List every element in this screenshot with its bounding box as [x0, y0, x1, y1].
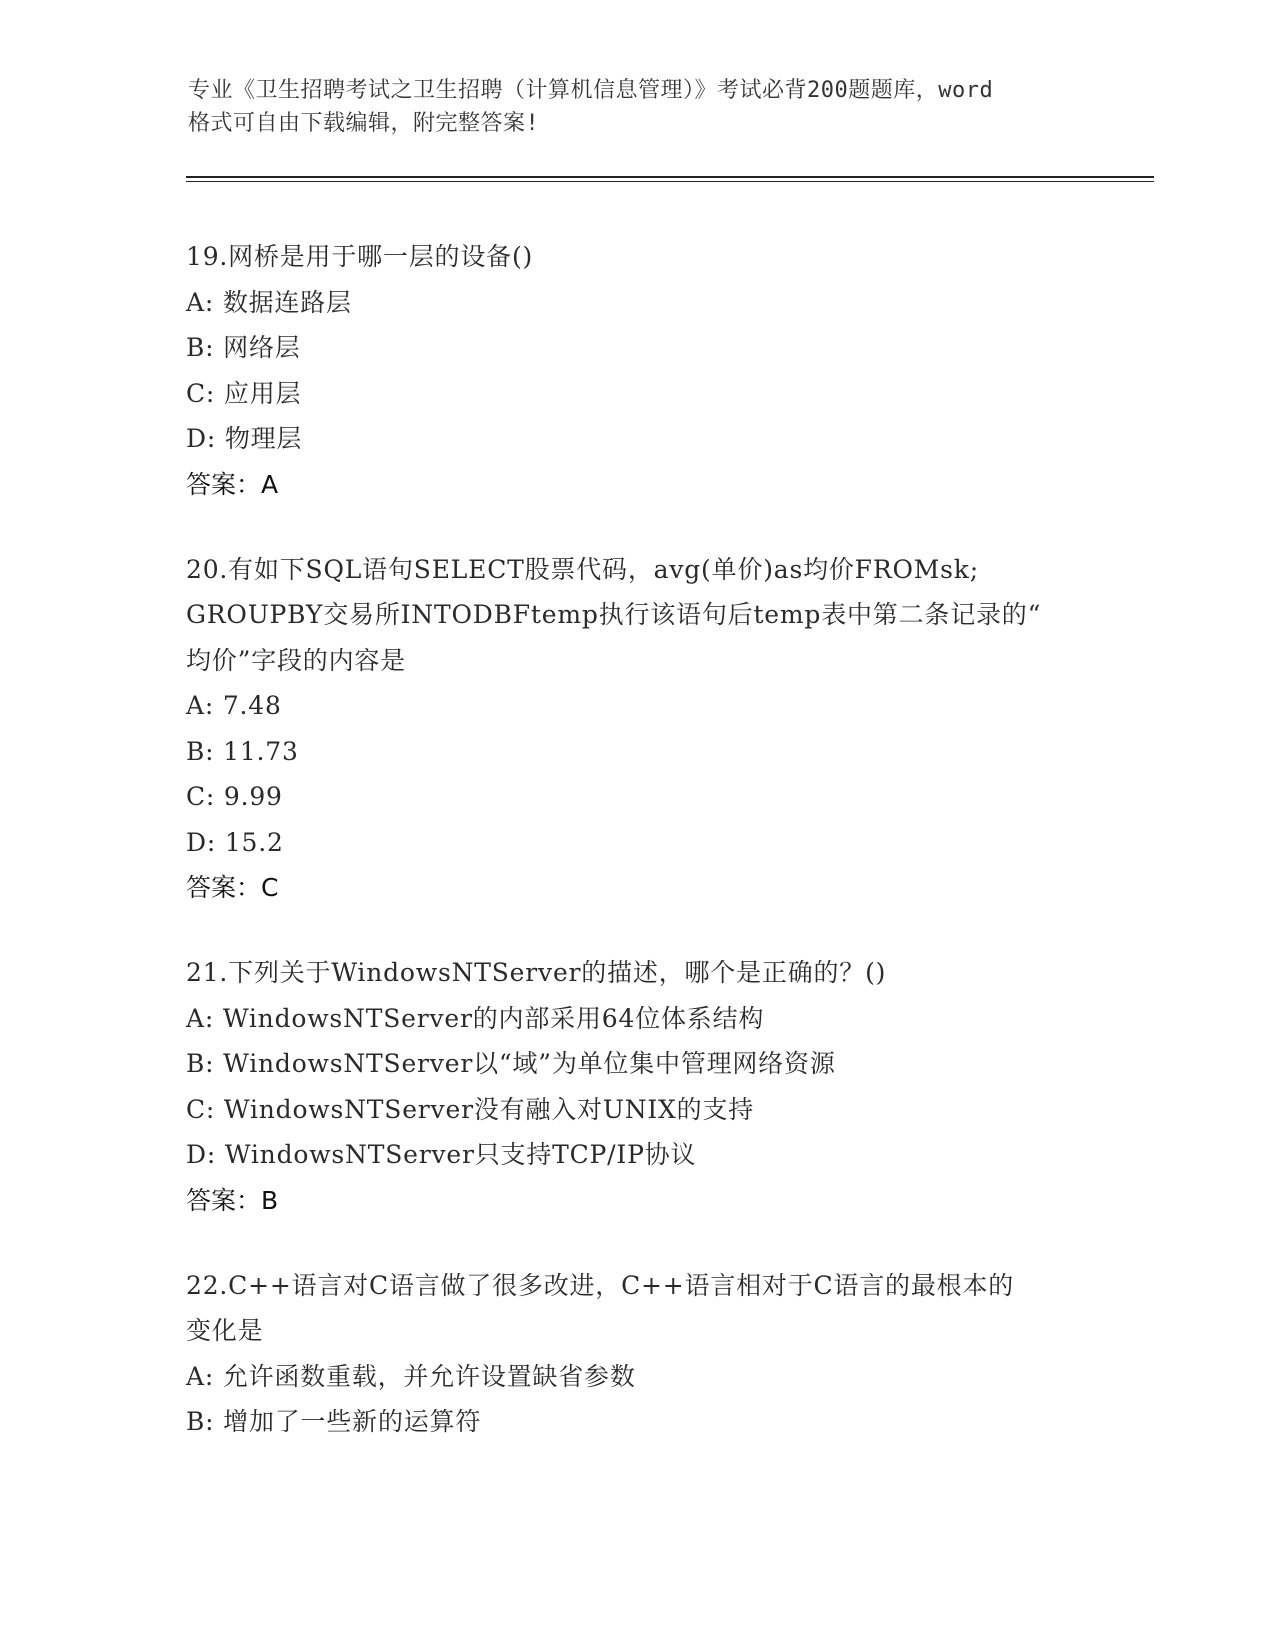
question-22 — [186, 1263, 1086, 1445]
question-text-line-1: 20.有如下SQL语句SELECT股票代码，avg(单价)as均价FROMsk; — [186, 554, 979, 584]
option-b: B: 网络层 — [186, 333, 301, 362]
header-divider-thin — [186, 181, 1154, 182]
option-a: A: 允许函数重载，并允许设置缺省参数 — [186, 1361, 636, 1391]
option-c: C: WindowsNTServer没有融入对UNIX的支持 — [186, 1094, 755, 1124]
question-text-line-1: 22.C++语言对C语言做了很多改进，C++语言相对于C语言的最根本的 — [186, 1270, 1015, 1300]
question-text-line-3: 均价”字段的内容是 — [186, 645, 406, 675]
document-header — [188, 74, 1088, 140]
option-d: D: 15.2 — [186, 827, 284, 857]
option-a: A: 7.48 — [186, 691, 282, 720]
option-b: B: 11.73 — [186, 736, 299, 766]
question-text: 19.网桥是用于哪一层的设备() — [186, 242, 534, 271]
question-text: 21.下列关于WindowsNTServer的描述，哪个是正确的？() — [186, 958, 887, 987]
header-line-2: 格式可自由下载编辑，附完整答案! — [188, 111, 540, 136]
option-d: D: WindowsNTServer只支持TCP/IP协议 — [186, 1140, 697, 1169]
question-20 — [186, 547, 1086, 912]
answer: 答案：A — [186, 469, 279, 499]
header-line-1: 专业《卫生招聘考试之卫生招聘（计算机信息管理）》考试必背200题题库，word — [188, 78, 994, 103]
question-list — [186, 234, 1086, 1484]
question-text-line-2: 变化是 — [186, 1316, 264, 1345]
question-19 — [186, 234, 1086, 508]
option-d: D: 物理层 — [186, 424, 303, 453]
question-21 — [186, 950, 1086, 1224]
answer: 答案：B — [186, 1185, 279, 1215]
header-divider-thick — [186, 176, 1154, 178]
answer: 答案：C — [186, 873, 279, 902]
option-b: B: WindowsNTServer以“域”为单位集中管理网络资源 — [186, 1049, 836, 1078]
option-a: A: 数据连路层 — [186, 287, 352, 317]
option-c: C: 应用层 — [186, 378, 302, 408]
option-c: C: 9.99 — [186, 782, 283, 811]
option-b: B: 增加了一些新的运算符 — [186, 1407, 482, 1436]
option-a: A: WindowsNTServer的内部采用64位体系结构 — [186, 1003, 765, 1033]
question-text-line-2: GROUPBY交易所INTODBFtemp执行该语句后temp表中第二条记录的“ — [186, 600, 1042, 629]
